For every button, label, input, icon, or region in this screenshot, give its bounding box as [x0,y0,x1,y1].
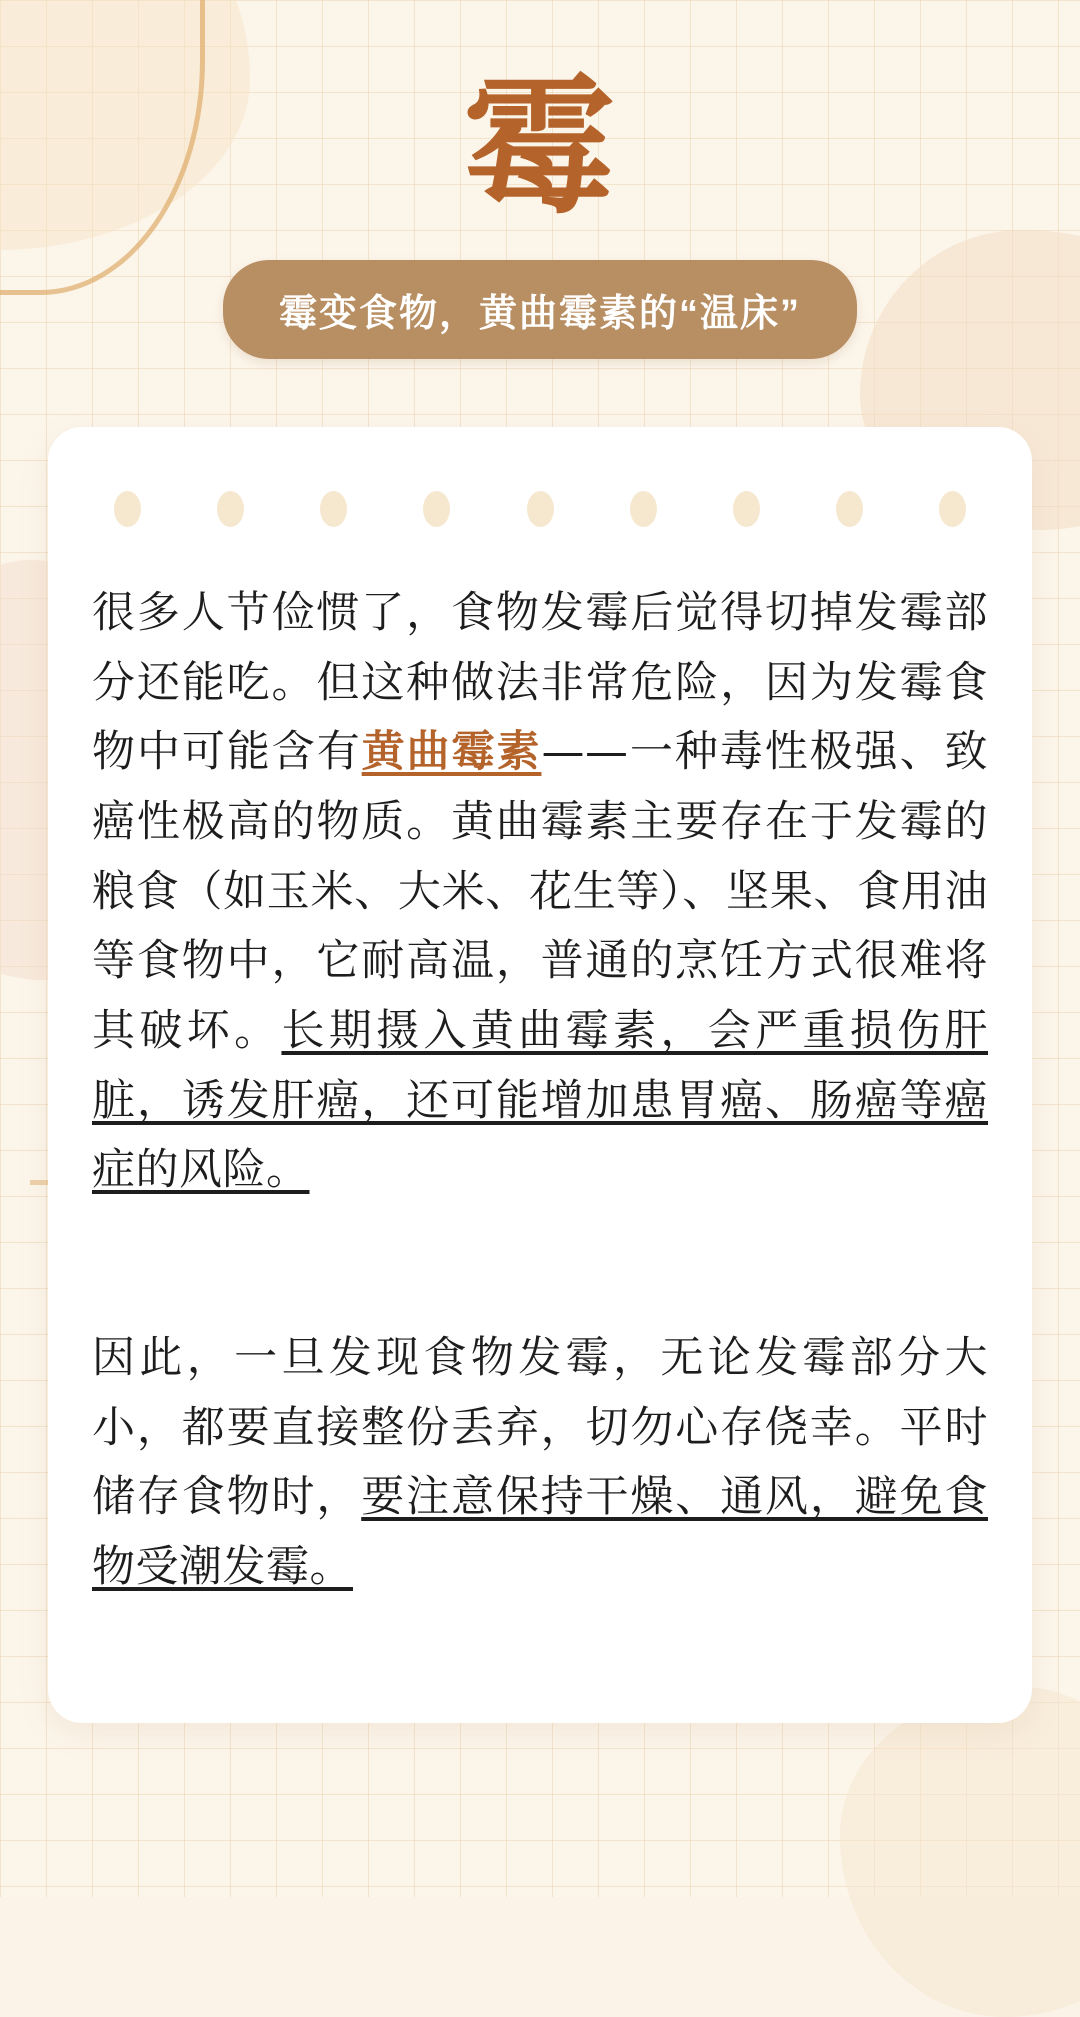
dot [320,491,347,527]
dot [733,491,760,527]
dot [423,491,450,527]
dot [939,491,966,527]
dot [217,491,244,527]
dot [836,491,863,527]
paragraph-two-underlined: 要注意保持干燥、通风，避免食物受潮发霉。 [92,1472,989,1592]
subtitle-pill: 霉变食物，黄曲霉素的“温床” [223,260,857,359]
paragraph-two [92,1324,988,1603]
aflatoxin-highlight: 黄曲霉素 [361,727,542,778]
paragraph-one-underlined: 长期摄入黄曲霉素，会严重损伤肝脏，诱发肝癌，还可能增加患胃癌、肠癌等癌症的风险。 [92,1005,989,1196]
dot [630,491,657,527]
paragraph-one [92,579,988,1206]
content-card [48,427,1032,1723]
perforation-dots [92,471,988,527]
decorative-blob-bottom-right [840,1687,1080,2017]
dot [527,491,554,527]
paragraph-one-text-a: 很多人节俭惯了，食物发霉后觉得切掉发霉部分还能吃。但这种做法非常危险，因为发霉食物中可能含有 [92,588,988,778]
header [0,0,1080,359]
page-title-character: 霉 [463,59,616,235]
paragraph-two-text-a: 因此，一旦发现食物发霉，无论发霉部分大小，都要直接整份丢弃，切勿心存侥幸。平时储存食物时， [92,1332,988,1523]
dot [114,491,141,527]
paragraph-one-text-b: ——一种毒性极强、致癌性极高的物质。黄曲霉素主要存在于发霉的粮食（如玉米、大米、花生等）、坚果、食用油等食物中，它耐高温，普通的烹饪方式很难将其破坏。 [92,727,989,1056]
